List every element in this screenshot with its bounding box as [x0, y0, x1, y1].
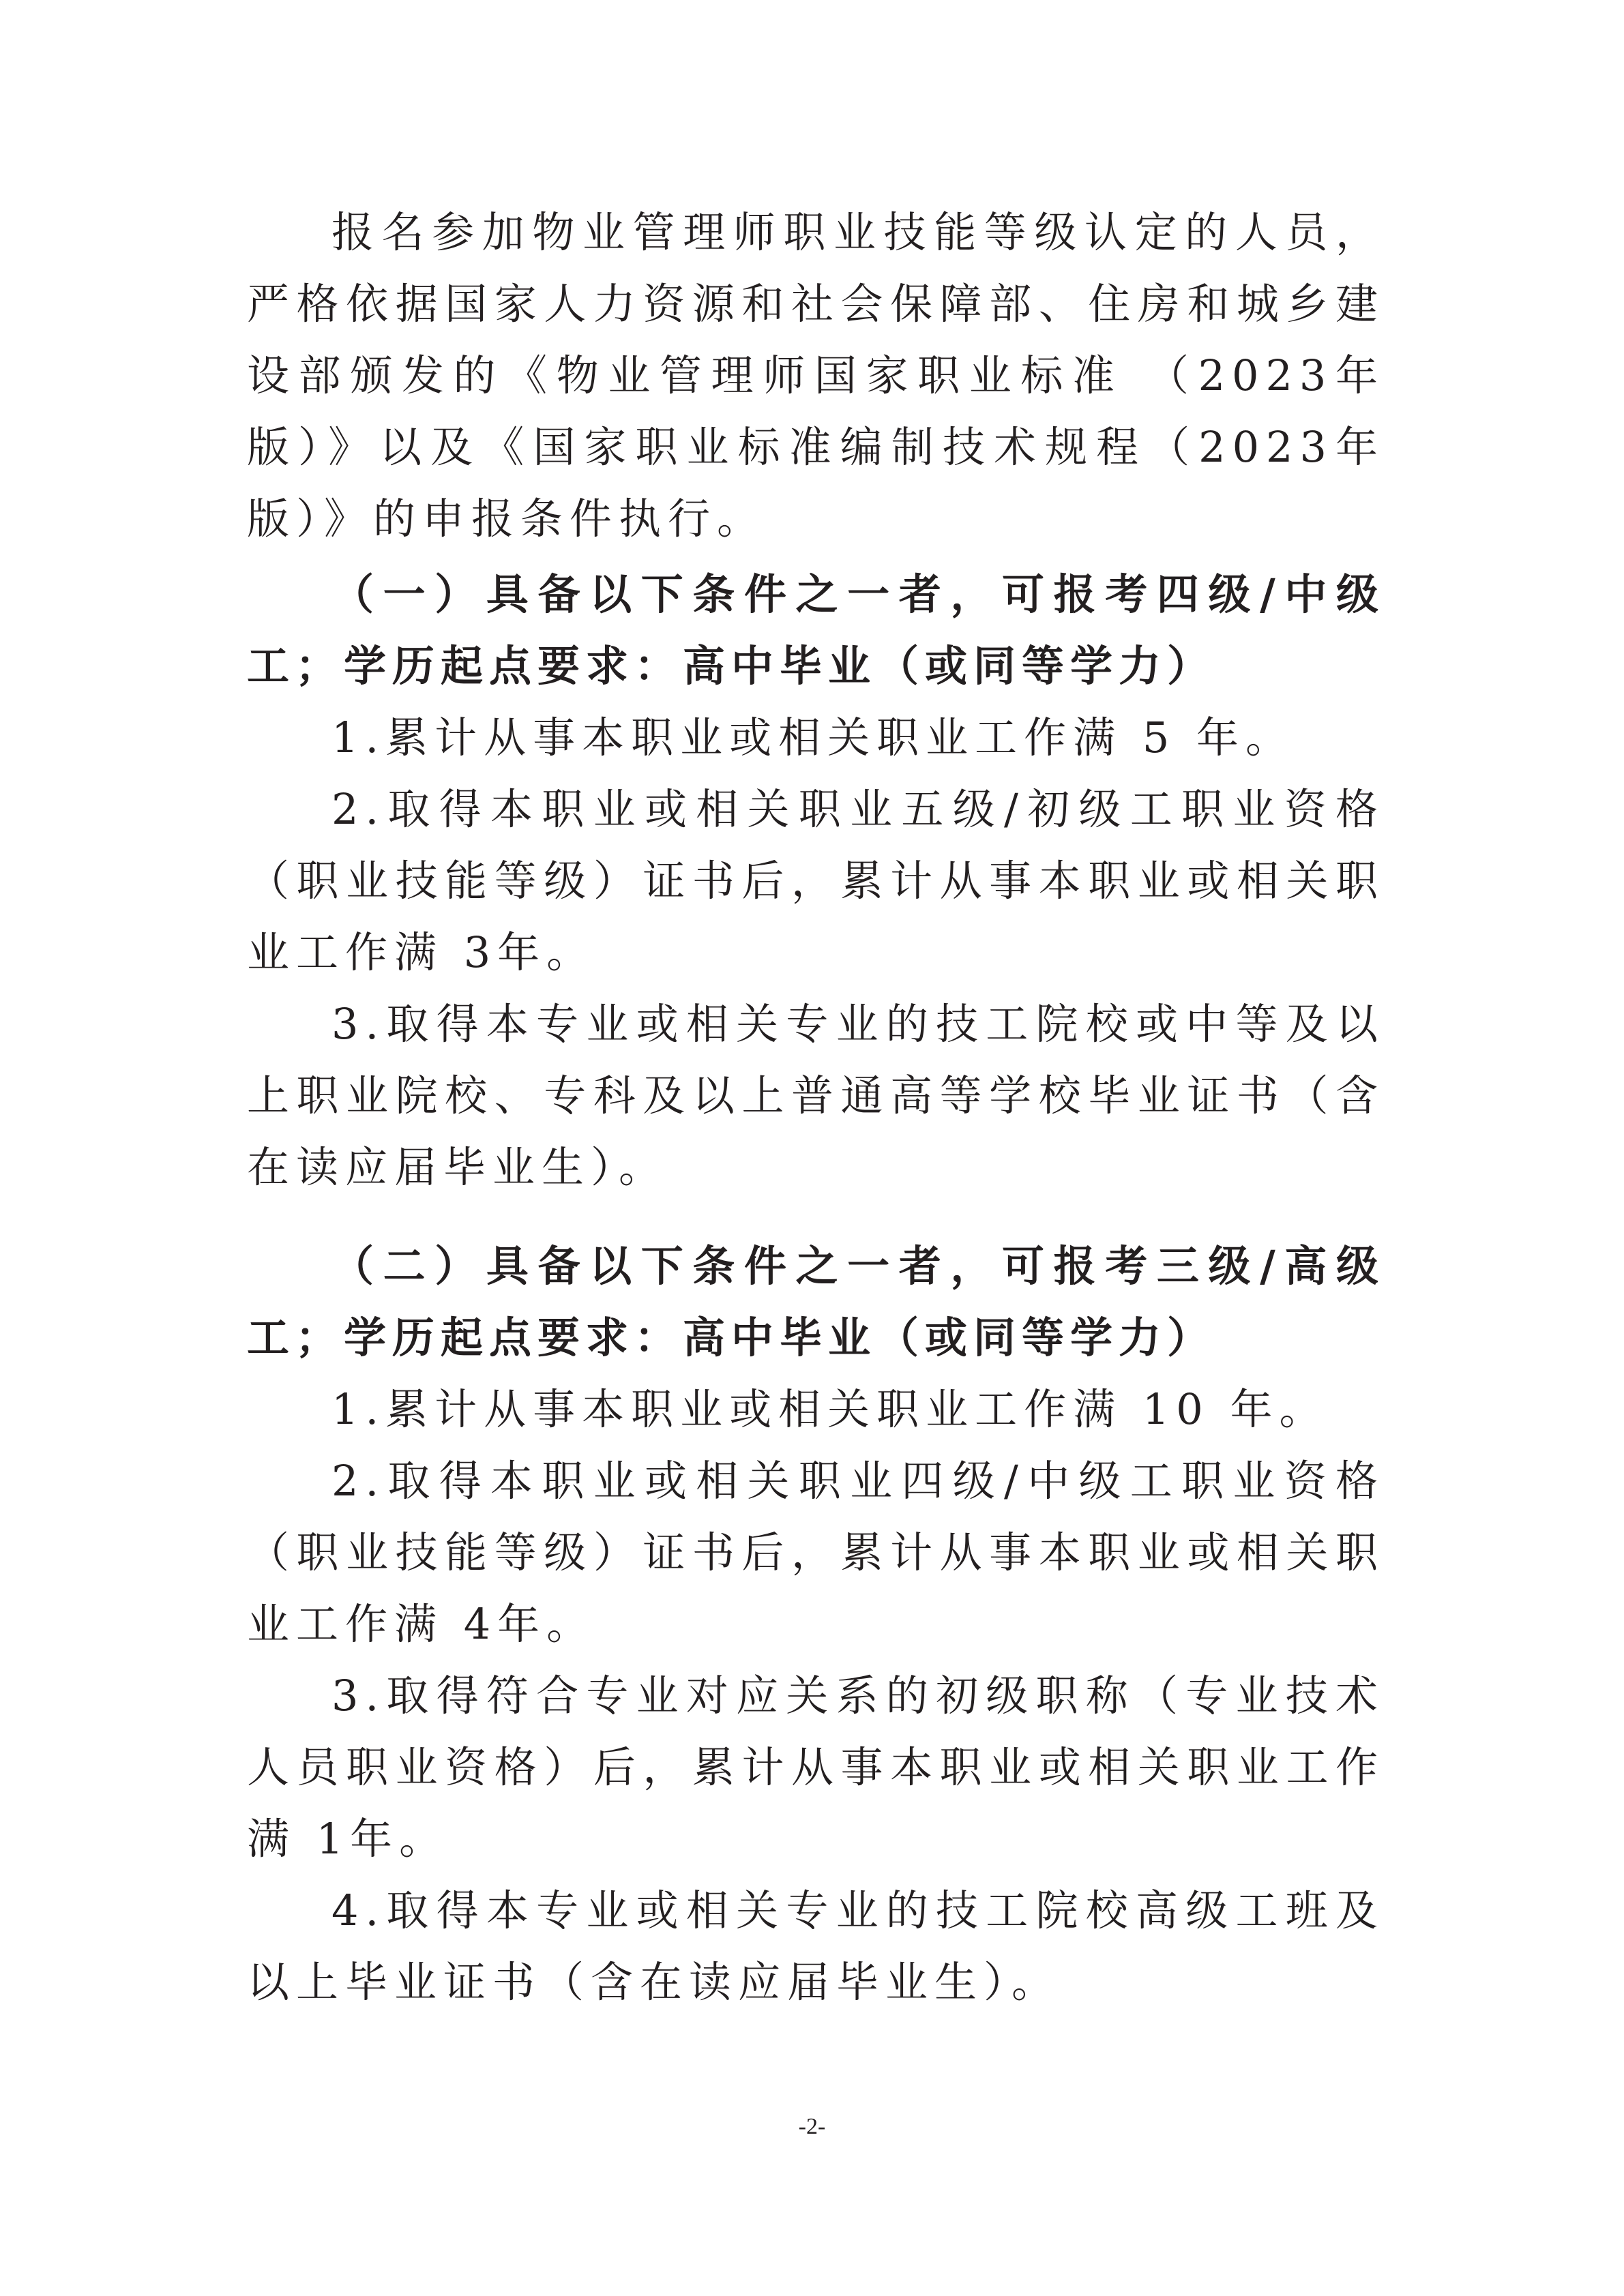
level-3-condition-2: 2.取得本职业或相关职业四级/中级工职业资格 （职业技能等级）证书后，累计从事本职业或相关职业工作满 4年。 — [247, 1456, 1385, 1649]
level-3-condition-4: 4.取得本专业或相关专业的技工院校高级工班及以上毕业证书（含在读应届毕业生）。 — [247, 1885, 1385, 2007]
page-number: -2- — [798, 2114, 826, 2139]
section-heading-level-4: （一）具备以下条件之一者，可报考四级/中级工；学历起点要求：高中毕业（或同等学力） — [247, 569, 1385, 691]
level-4-condition-3: 3.取得本专业或相关专业的技工院校或中等及以上职业院校、专科及以上普通高等学校毕业证书（含在读应届毕业生）。 — [247, 999, 1385, 1192]
level-3-condition-3: 3.取得符合专业对应关系的初级职称（专业技术人员职业资格）后，累计从事本职业或相关职业工作满 1年。 — [247, 1671, 1385, 1864]
section-heading-level-3: （二）具备以下条件之一者，可报考三级/高级工；学历起点要求：高中毕业（或同等学力） — [247, 1241, 1385, 1362]
level-4-condition-2: 2.取得本职业或相关职业五级/初级工职业资格（职业技能等级）证书后，累计从事本职业或相关职业工作满 3年。 — [247, 784, 1385, 977]
level-4-condition-1: 1.累计从事本职业或相关职业工作满 5 年。 — [331, 713, 1295, 762]
document-body — [247, 196, 1385, 2018]
intro-paragraph: 报名参加物业管理师职业技能等级认定的人员，严格依据国家人力资源和社会保障部、住房和城乡建设部颁发的《物业管理师国家职业标准 （2023年版）》以及《国家职业标准编制技术规程（2023年版）》的申报条件执行。 — [247, 207, 1385, 543]
level-3-condition-1: 1.累计从事本职业或相关职业工作满 10 年。 — [331, 1384, 1329, 1434]
